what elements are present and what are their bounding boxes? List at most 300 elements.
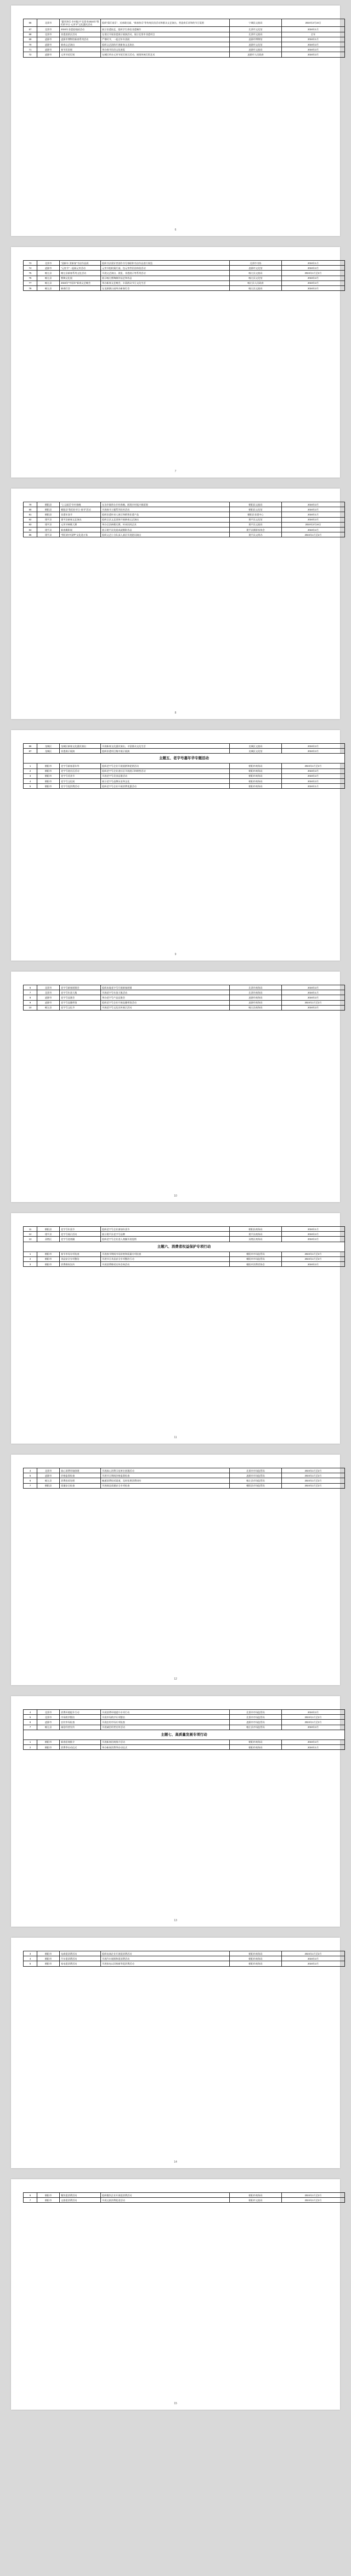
- county-cell: 凌源市: [37, 1473, 60, 1478]
- page-number: 15: [174, 2402, 177, 2405]
- row-number: 6: [24, 2193, 37, 2198]
- activity-content-cell: 组织电商企业开展促消费活动: [101, 1951, 230, 1956]
- time-cell: 2024年1月: [282, 784, 345, 789]
- time-cell: 2024年2月: [282, 502, 345, 507]
- table-row: [24, 784, 345, 789]
- activity-content-cell: 举办新春文艺晚会，丰富群众节日文化生活: [101, 280, 230, 285]
- activity-content-cell: 畅通消费投诉渠道，及时处理消费纠纷: [101, 1478, 230, 1483]
- county-cell: 凌源市: [37, 266, 60, 271]
- county-cell: 建平县: [37, 532, 60, 537]
- activity-table: [23, 743, 345, 789]
- organizer-cell: 北票市文化馆: [230, 27, 282, 32]
- county-cell: 喀左县: [37, 1725, 60, 1730]
- county-cell: 朝阳市: [37, 779, 60, 784]
- activity-content-cell: 举办全县秧歌比赛，传承民间艺术: [101, 522, 230, 527]
- county-cell: 朝阳县: [37, 512, 60, 517]
- activity-content-cell: 开展新春招商推介活动: [101, 1739, 230, 1744]
- table-row: [24, 1710, 345, 1715]
- county-cell: 朝阳市: [37, 2198, 60, 2203]
- organizer-cell: 朝阳市商务局: [230, 1951, 282, 1956]
- county-cell: 朝阳县: [37, 1227, 60, 1232]
- table-row: [24, 1720, 345, 1725]
- organizer-cell: 凌源市商务局: [230, 995, 282, 1000]
- row-number: 5: [24, 1473, 37, 1478]
- row-number: 78: [24, 286, 37, 291]
- table-row: [24, 512, 345, 517]
- activity-name-cell: 龙城区新春文化惠民演出: [60, 744, 101, 749]
- row-number: 11: [24, 1227, 37, 1232]
- county-cell: 北票市: [37, 261, 60, 266]
- table-row: [24, 271, 345, 276]
- activity-name-cell: 非遗展示展演: [60, 749, 101, 754]
- row-number: 1: [24, 764, 37, 768]
- organizer-cell: 朝阳市商务局: [230, 773, 282, 778]
- activity-content-cell: 开展文艺演出、展览、非遗展示等系列活动: [101, 271, 230, 276]
- time-cell: 2024年2月: [282, 1961, 345, 1966]
- activity-name-cell: 电商促消费活动: [60, 1951, 101, 1956]
- table-row: [24, 1473, 345, 1478]
- activity-content-cell: 展示老字号品牌历史和文化: [101, 779, 230, 784]
- time-cell: 2024年2月: [282, 527, 345, 532]
- activity-name-cell: 紫陶文化展: [60, 276, 101, 280]
- table-row: [24, 261, 345, 266]
- county-cell: 凌源市: [37, 995, 60, 1000]
- activity-content-cell: 开展放心消费示范单位创建活动: [101, 1468, 230, 1473]
- theme-heading: 主题五、老字号嘉年华专题活动: [24, 754, 345, 764]
- activity-name-cell: 元宵节花灯展: [60, 52, 101, 57]
- organizer-cell: 北票市市场监管局: [230, 1468, 282, 1473]
- activity-content-cell: 开展农村市场专项检查: [101, 1720, 230, 1725]
- activity-content-cell: 展示非遗技艺，组织学生体验非遗制作: [101, 27, 230, 32]
- activity-content-cell: 组织本地老字号开展新春展销: [101, 985, 230, 990]
- activity-content-cell: 开展老字号美食品鉴活动: [101, 773, 230, 778]
- activity-name-cell: 老字号展示活动: [60, 1232, 101, 1237]
- activity-name-cell: "迎新年·贺新春"书法作品展: [60, 261, 101, 266]
- activity-name-cell: "上元福至"乡村春晚: [60, 502, 101, 507]
- activity-content-cell: 开展消费环境提升专项行动: [101, 1710, 230, 1715]
- county-cell: 朝阳县: [37, 502, 60, 507]
- activity-content-cell: 开展节日食品安全专项整治行动: [101, 1256, 230, 1261]
- row-number: 3: [24, 773, 37, 778]
- time-cell: 2024年2月: [282, 985, 345, 990]
- county-cell: 喀左县: [37, 1478, 60, 1483]
- time-cell: 2024年1月至2月: [282, 1478, 345, 1483]
- row-number: 4: [24, 1468, 37, 1473]
- activity-name-cell: 文旅促消费活动: [60, 2198, 101, 2203]
- time-cell: 2024年2月: [282, 517, 345, 522]
- organizer-cell: 朝阳市市场监管局: [230, 1251, 282, 1256]
- time-cell: 2024年1月: [282, 37, 345, 42]
- activity-content-cell: 举办老字号产品品鉴会: [101, 995, 230, 1000]
- row-number: 3: [24, 1951, 37, 1956]
- county-cell: 北票市: [37, 1715, 60, 1720]
- document-page: [11, 489, 340, 719]
- page-number: 9: [174, 953, 177, 956]
- table-row: [24, 1961, 345, 1966]
- county-cell: 凌源市: [37, 47, 60, 52]
- table-row: [24, 1483, 345, 1488]
- row-number: 4: [24, 1710, 37, 1715]
- table-row: [24, 1237, 345, 1242]
- activity-name-cell: 老字号文化节: [60, 1005, 101, 1010]
- organizer-cell: 朝阳县商务局: [230, 1227, 282, 1232]
- activity-table: [23, 1709, 345, 1750]
- table-row: [24, 32, 345, 37]
- activity-content-cell: 展示喀左紫陶制作技艺和作品: [101, 276, 230, 280]
- activity-content-cell: 开展春节主题系列宣传活动: [101, 507, 230, 512]
- county-cell: 朝阳市: [37, 1251, 60, 1256]
- time-cell: 2024年2月24日: [282, 19, 345, 27]
- table-row: [24, 532, 345, 537]
- organizer-cell: 朝阳市商务局: [230, 2193, 282, 2198]
- table-row: [24, 42, 345, 47]
- table-row: [24, 1468, 345, 1473]
- row-number: 7: [24, 990, 37, 995]
- organizer-cell: 喀左县商务局: [230, 1005, 282, 1010]
- organizer-cell: 北票市文旅局: [230, 32, 282, 37]
- row-number: 83: [24, 522, 37, 527]
- row-number: 5: [24, 784, 37, 789]
- row-number: 4: [24, 779, 37, 784]
- activity-name-cell: 家电促消费活动: [60, 1961, 101, 1966]
- activity-name-cell: 市场秩序整治: [60, 1715, 101, 1720]
- organizer-cell: 凌源市人民政府: [230, 52, 282, 57]
- activity-content-cell: 开展诚信经营宣传活动: [101, 1725, 230, 1730]
- organizer-cell: 建平县文明办: [230, 532, 282, 537]
- time-cell: 2024年2月: [282, 1956, 345, 1961]
- organizer-cell: 凌源市文旅局: [230, 47, 282, 52]
- table-row: [24, 2193, 345, 2198]
- time-cell: 全年: [282, 32, 345, 37]
- county-cell: 朝阳市: [37, 1956, 60, 1961]
- activity-content-cell: 开展老字号年货大集活动: [101, 990, 230, 995]
- organizer-cell: 北票市商务局: [230, 990, 282, 995]
- activity-table: [23, 19, 345, 58]
- activity-content-cell: 开展市场秩序专项整治: [101, 1715, 230, 1720]
- county-cell: 朝阳市: [37, 1739, 60, 1744]
- county-cell: 朝阳市: [37, 1256, 60, 1261]
- time-cell: 2024年2月: [282, 52, 345, 57]
- organizer-cell: 朝阳县文化馆: [230, 507, 282, 512]
- activity-table: [23, 502, 345, 537]
- county-cell: 朝阳县: [37, 507, 60, 512]
- row-number: 7: [24, 1725, 37, 1730]
- time-cell: 2024年1月至2月: [282, 1483, 345, 1488]
- table-row: [24, 1256, 345, 1261]
- time-cell: 2024年2月: [282, 1005, 345, 1010]
- table-row: [24, 286, 345, 291]
- table-row: [24, 1262, 345, 1267]
- organizer-cell: 朝阳市商务局: [230, 1745, 282, 1750]
- county-cell: 凌源市: [37, 1000, 60, 1005]
- activity-name-cell: 消费环境提升行动: [60, 1710, 101, 1715]
- time-cell: 2024年2月: [282, 280, 345, 285]
- activity-content-cell: 组织文艺团体开展新春文艺演出: [101, 42, 230, 47]
- row-number: 74: [24, 266, 37, 271]
- time-cell: 2024年2月: [282, 744, 345, 749]
- table-row: [24, 768, 345, 773]
- row-number: 8: [24, 995, 37, 1000]
- activity-content-cell: 组织书法爱好者创作书写春联和书法作品进行展览: [101, 261, 230, 266]
- time-cell: 2024年2月: [282, 773, 345, 778]
- activity-name-cell: 老字号新春展销会: [60, 985, 101, 990]
- county-cell: 朝阳市: [37, 764, 60, 768]
- activity-name-cell: 新春文艺演出: [60, 42, 101, 47]
- table-row: [24, 1005, 345, 1010]
- county-cell: 北票市: [37, 985, 60, 990]
- theme-heading: 主题六、消费者权益保护专项行动: [24, 1242, 345, 1251]
- time-cell: 2024年1月: [282, 512, 345, 517]
- row-number: 1: [24, 1739, 37, 1744]
- activity-name-cell: 食品安全专项整治: [60, 1256, 101, 1261]
- time-cell: 2024年1月至2月: [282, 1720, 345, 1725]
- row-number: 75: [24, 271, 37, 276]
- row-number: 5: [24, 1961, 37, 1966]
- row-number: 12: [24, 1232, 37, 1237]
- table-row: [24, 27, 345, 32]
- time-cell: 2024年2月: [282, 276, 345, 280]
- activity-content-cell: 在城区举办元宵节花灯展示活动，展现传统灯彩艺术: [101, 52, 230, 57]
- activity-content-cell: 组织非遗项目集中展示展演: [101, 749, 230, 754]
- table-row: [24, 1227, 345, 1232]
- row-number: 13: [24, 1237, 37, 1242]
- activity-name-cell: 老字号年货节: [60, 1227, 101, 1232]
- activity-name-cell: 朝阳县"我们的节日·春节"活动: [60, 507, 101, 512]
- activity-table: [23, 260, 345, 291]
- time-cell: 2024年1月至2月: [282, 1256, 345, 1261]
- time-cell: 2024年1月至2月: [282, 1468, 345, 1473]
- row-number: 2: [24, 768, 37, 773]
- activity-name-cell: 喀左县新春系列文化活动: [60, 271, 101, 276]
- organizer-cell: 龙城区文化馆: [230, 749, 282, 754]
- county-cell: 朝阳市: [37, 2193, 60, 2198]
- time-cell: 2024年1月至2月: [282, 2193, 345, 2198]
- activity-table: [23, 1226, 345, 1267]
- row-number: 4: [24, 1956, 37, 1961]
- row-number: 7: [24, 1483, 37, 1488]
- activity-content-cell: 组织老字号企业开展展销和促销活动: [101, 764, 230, 768]
- activity-name-cell: "惠风和乐·乡村振兴"北票市2024年"我们的节日·元宵节"文化惠民活动: [60, 19, 101, 27]
- table-row: [24, 507, 345, 512]
- time-cell: 2024年1月: [282, 261, 345, 266]
- table-row: [24, 749, 345, 754]
- table-row: [24, 985, 345, 990]
- table-row: [24, 1478, 345, 1483]
- table-row: [24, 527, 345, 532]
- time-cell: 2024年1月至2月: [282, 1251, 345, 1256]
- row-number: 10: [24, 1005, 37, 1010]
- activity-name-cell: 新春招商推介: [60, 1739, 101, 1744]
- table-row: [24, 1232, 345, 1237]
- activity-content-cell: 组织老字号企业进入商圈开展促销: [101, 1237, 230, 1242]
- table-row: [24, 995, 345, 1000]
- county-cell: 朝阳市: [37, 784, 60, 789]
- table-row: [24, 779, 345, 784]
- time-cell: 2024年1月: [282, 990, 345, 995]
- time-cell: 2024年2月: [282, 266, 345, 271]
- table-row: [24, 19, 345, 27]
- county-cell: 凌源市: [37, 52, 60, 57]
- time-cell: 2024年1月: [282, 1745, 345, 1750]
- organizer-cell: 朝阳市商务局: [230, 1961, 282, 1966]
- organizer-cell: 凌源市商务局: [230, 1000, 282, 1005]
- row-number: 73: [24, 261, 37, 266]
- row-number: 67: [24, 27, 37, 32]
- activity-content-cell: 在景区开展非遗展示展演活动，展示北票市非遗项目: [101, 32, 230, 37]
- activity-name-cell: 新春灯会: [60, 286, 101, 291]
- table-row: [24, 1000, 345, 1005]
- table-row: [24, 1745, 345, 1750]
- time-cell: 2024年1月: [282, 27, 345, 32]
- organizer-cell: 凌源市市场监管局: [230, 1720, 282, 1725]
- row-number: 76: [24, 276, 37, 280]
- activity-name-cell: 诚信经营宣传: [60, 1725, 101, 1730]
- organizer-cell: 朝阳县市场监管局: [230, 1483, 282, 1488]
- activity-name-cell: 非遗年货节: [60, 512, 101, 517]
- table-row: [24, 522, 345, 527]
- county-cell: 北票市: [37, 19, 60, 27]
- table-row: [24, 1251, 345, 1256]
- activity-content-cell: 组织全县文艺团体开展新春文艺演出: [101, 517, 230, 522]
- row-number: 6: [24, 1720, 37, 1725]
- county-cell: 北票市: [37, 1468, 60, 1473]
- time-cell: 2024年1月至2月: [282, 2198, 345, 2203]
- time-cell: 2024年1月至2月: [282, 271, 345, 276]
- document-page: [11, 247, 340, 478]
- table-row: [24, 773, 345, 778]
- row-number: 69: [24, 37, 37, 42]
- organizer-cell: 喀左县市场监管局: [230, 1478, 282, 1483]
- organizer-cell: 龙城区文旅局: [230, 744, 282, 749]
- activity-name-cell: 建平县新春文艺演出: [60, 517, 101, 522]
- page-number: 11: [174, 1436, 177, 1439]
- organizer-cell: 朝阳市市场监管局: [230, 1256, 282, 1261]
- time-cell: 2024年2月: [282, 779, 345, 784]
- time-cell: 2024年2月24日: [282, 522, 345, 527]
- activity-name-cell: 老字号进商圈: [60, 1237, 101, 1242]
- document-page: [11, 1696, 340, 1927]
- table-row: [24, 2198, 345, 2203]
- row-number: 72: [24, 52, 37, 57]
- organizer-cell: 喀左县文旅局: [230, 271, 282, 276]
- organizer-cell: 喀左县文旅局: [230, 286, 282, 291]
- organizer-cell: 建平县文化馆: [230, 517, 282, 522]
- county-cell: 凌源市: [37, 1720, 60, 1725]
- activity-content-cell: 开展商品质量安全专项检查: [101, 1483, 230, 1488]
- activity-content-cell: 开展节日期间价格监督检查: [101, 1473, 230, 1478]
- activity-content-cell: 开展汽车展销和促消费活动: [101, 1956, 230, 1961]
- organizer-cell: 朝阳市商务局: [230, 764, 282, 768]
- organizer-cell: 朝阳县文旅局: [230, 502, 282, 507]
- activity-content-cell: 在龙源湖公园举办新春灯会: [101, 286, 230, 291]
- activity-name-cell: 老字号品鉴会: [60, 995, 101, 1000]
- activity-content-cell: 举办新春消费季启动仪式: [101, 1745, 230, 1750]
- time-cell: 2024年2月: [282, 768, 345, 773]
- table-row: [24, 1725, 345, 1730]
- time-cell: 2024年2月: [282, 1725, 345, 1730]
- time-cell: 2024年1月至2月: [282, 1000, 345, 1005]
- organizer-cell: 朝阳市商务局: [230, 768, 282, 773]
- row-number: 87: [24, 749, 37, 754]
- document-page: [11, 1455, 340, 1685]
- activity-content-cell: 开展春节期间市场价格和质量专项检查: [101, 1251, 230, 1256]
- time-cell: 2024年1月至2月: [282, 1473, 345, 1478]
- table-row: [24, 1715, 345, 1720]
- activity-content-cell: 开展新春文化惠民演出，丰富群众文化生活: [101, 744, 230, 749]
- activity-content-cell: 组织老字号企业参加年货节: [101, 1227, 230, 1232]
- activity-content-cell: 组织老字号企业开展直播带货活动: [101, 1000, 230, 1005]
- county-cell: 龙城区: [37, 744, 60, 749]
- activity-name-cell: 春节市场专项检查: [60, 1251, 101, 1256]
- table-row: [24, 266, 345, 271]
- organizer-cell: 喀左县人民政府: [230, 280, 282, 285]
- county-cell: 双塔区: [37, 1237, 60, 1242]
- activity-name-cell: "元宵节"一起闹元宵活动: [60, 266, 101, 271]
- time-cell: 2024年2月: [282, 995, 345, 1000]
- table-row: [24, 517, 345, 522]
- activity-content-cell: 在各乡镇举办乡村春晚，展现乡村振兴新面貌: [101, 502, 230, 507]
- activity-name-cell: 老字号进社区活动: [60, 768, 101, 773]
- county-cell: 喀左县: [37, 280, 60, 285]
- activity-content-cell: 组织老字号企业进社区开展展示和销售活动: [101, 768, 230, 773]
- activity-content-cell: 展示建平县老字号品牌: [101, 1232, 230, 1237]
- county-cell: 朝阳市: [37, 1951, 60, 1956]
- activity-name-cell: 价格监督检查: [60, 1473, 101, 1478]
- document-page: [11, 1213, 340, 1444]
- row-number: 81: [24, 512, 37, 517]
- time-cell: 2024年2月: [282, 1232, 345, 1237]
- organizer-cell: 喀左县市场监管局: [230, 1725, 282, 1730]
- organizer-cell: 凌源市文化馆: [230, 42, 282, 47]
- time-cell: 2024年1月至2月: [282, 1715, 345, 1720]
- organizer-cell: 宁城县文旅局: [230, 19, 282, 27]
- page-number: 8: [174, 711, 177, 715]
- table-row: [24, 37, 345, 42]
- county-cell: 朝阳市: [37, 768, 60, 773]
- row-number: 77: [24, 280, 37, 285]
- row-number: 82: [24, 517, 37, 522]
- row-number: 70: [24, 42, 37, 47]
- page-number: 13: [174, 1919, 177, 1922]
- organizer-cell: 建平县摄影家协会: [230, 527, 282, 532]
- row-number: 68: [24, 32, 37, 37]
- activity-table: [23, 2192, 345, 2203]
- theme-heading: 主题七、高质量发展专项行动: [24, 1730, 345, 1739]
- row-number: 85: [24, 532, 37, 537]
- row-number: 5: [24, 1715, 37, 1720]
- row-number: 84: [24, 527, 37, 532]
- county-cell: 喀左县: [37, 271, 60, 276]
- organizer-cell: 建平县文旅局: [230, 522, 282, 527]
- time-cell: 2024年2月: [282, 1237, 345, 1242]
- activity-name-cell: 放心消费环境创建: [60, 1468, 101, 1473]
- county-cell: 凌源市: [37, 37, 60, 42]
- activity-name-cell: 老字号促消费活动: [60, 784, 101, 789]
- organizer-cell: 朝阳县非遗中心: [230, 512, 282, 517]
- activity-content-cell: 开展文旅消费促进活动: [101, 2198, 230, 2203]
- row-number: 1: [24, 1251, 37, 1256]
- row-number: 9: [24, 1000, 37, 1005]
- activity-name-cell: 老字号美食节: [60, 773, 101, 778]
- document-page: [11, 1938, 340, 2168]
- organizer-cell: 北票市书协: [230, 261, 282, 266]
- activity-content-cell: 元宵节组织猜灯谜、包元宵等民俗体验活动: [101, 266, 230, 271]
- table-row: [24, 744, 345, 749]
- table-row: [24, 1951, 345, 1956]
- county-cell: 龙城区: [37, 749, 60, 754]
- activity-name-cell: 农村市场检查: [60, 1720, 101, 1725]
- organizer-cell: 喀左县文化馆: [230, 276, 282, 280]
